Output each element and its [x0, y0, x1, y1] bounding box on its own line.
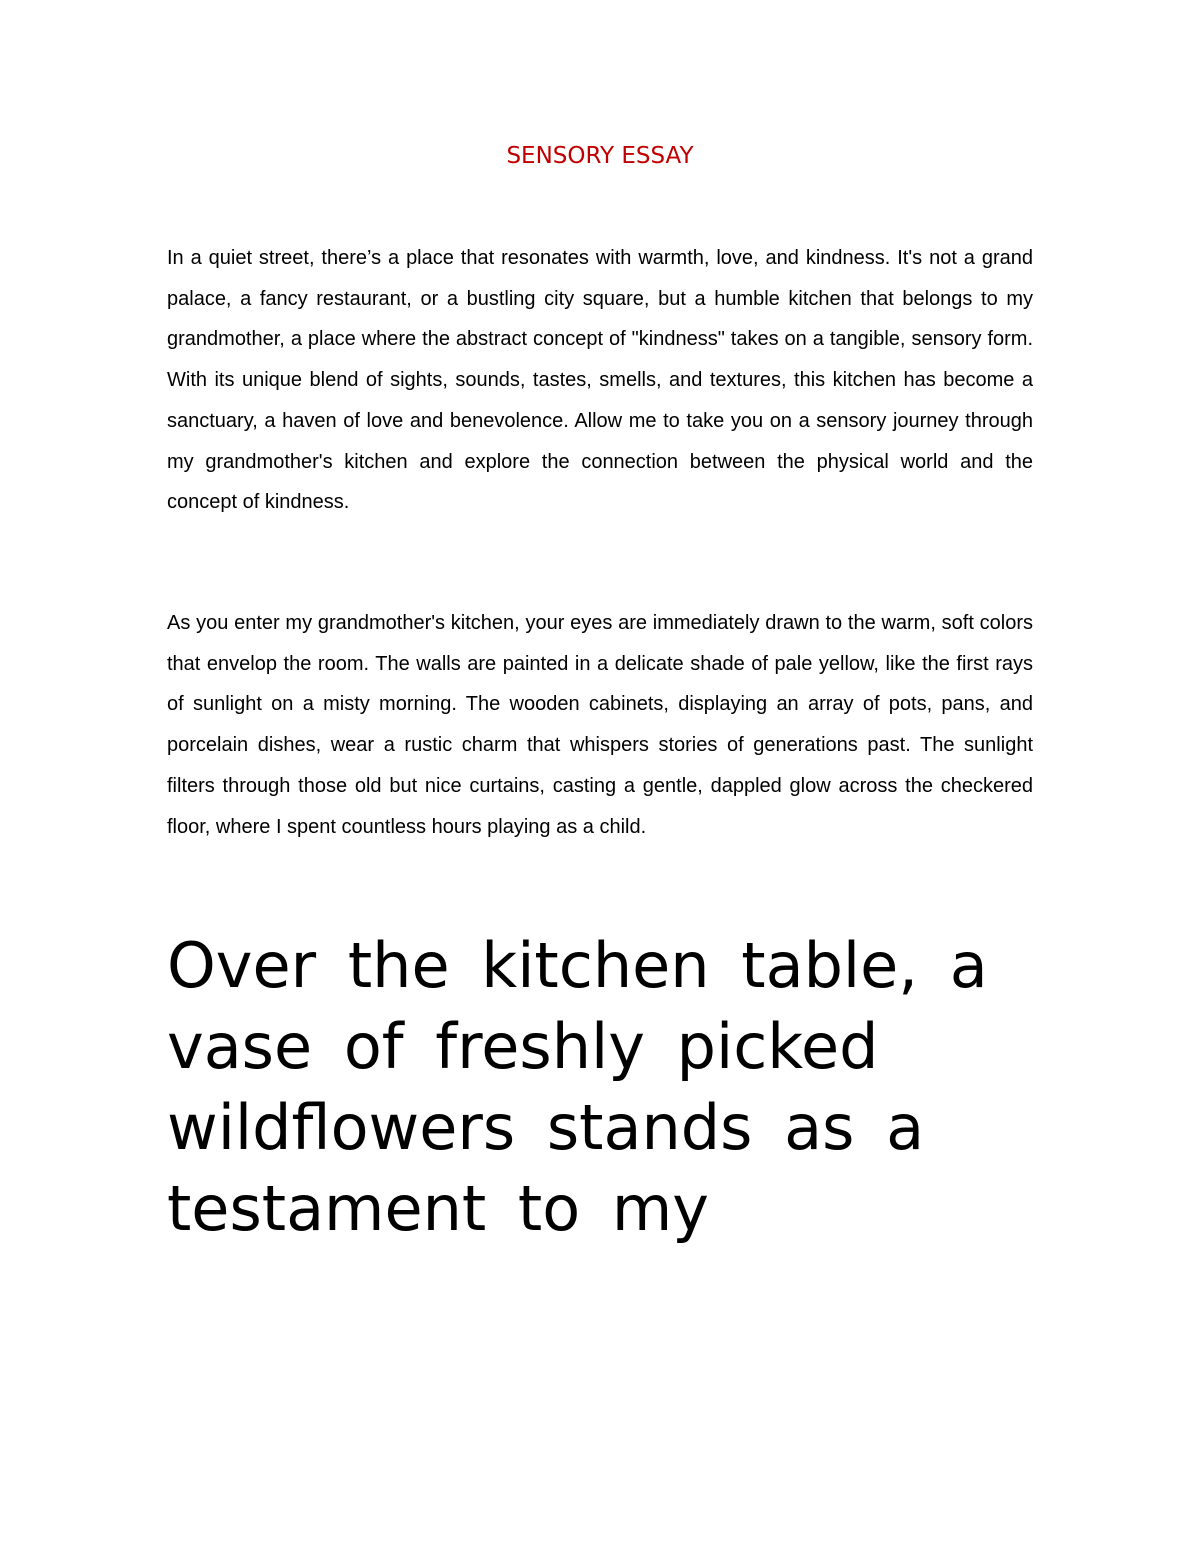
essay-title: SENSORY ESSAY [506, 143, 694, 169]
paragraph-sights: As you enter my grandmother's kitchen, your eyes are immediately drawn to the warm, soft colors that envelop the room. The walls are painted in a delicate shade of pale yellow, like the first rays of sunlight on a misty morning. The wooden cabinets, displaying an array of pots, pans, and porcelain dishes, wear a rustic charm that whispers stories of generations past. The sunlight filters through those old but nice curtains, casting a gentle, dappled glow across the checkered floor, where I spent countless hours playing as a child. [167, 612, 1033, 838]
paragraph-intro: In a quiet street, there’s a place that resonates with warmth, love, and kindness. It's not a grand palace, a fancy restaurant, or a bustling city square, but a humble kitchen that belongs to my grandmother, a place where the abstract concept of "kindness" takes on a tangible, sensory form. With its unique blend of sights, sounds, tastes, smells, and textures, this kitchen has become a sanctuary, a haven of love and benevolence. Allow me to take you on a sensory journey through my grandmother's kitchen and explore the connection between the physical world and the concept of kindness. [167, 247, 1033, 514]
large-text-paragraph: Over the kitchen table, a vase of freshly picked wildflowers stands as a testament to my [167, 929, 988, 1245]
